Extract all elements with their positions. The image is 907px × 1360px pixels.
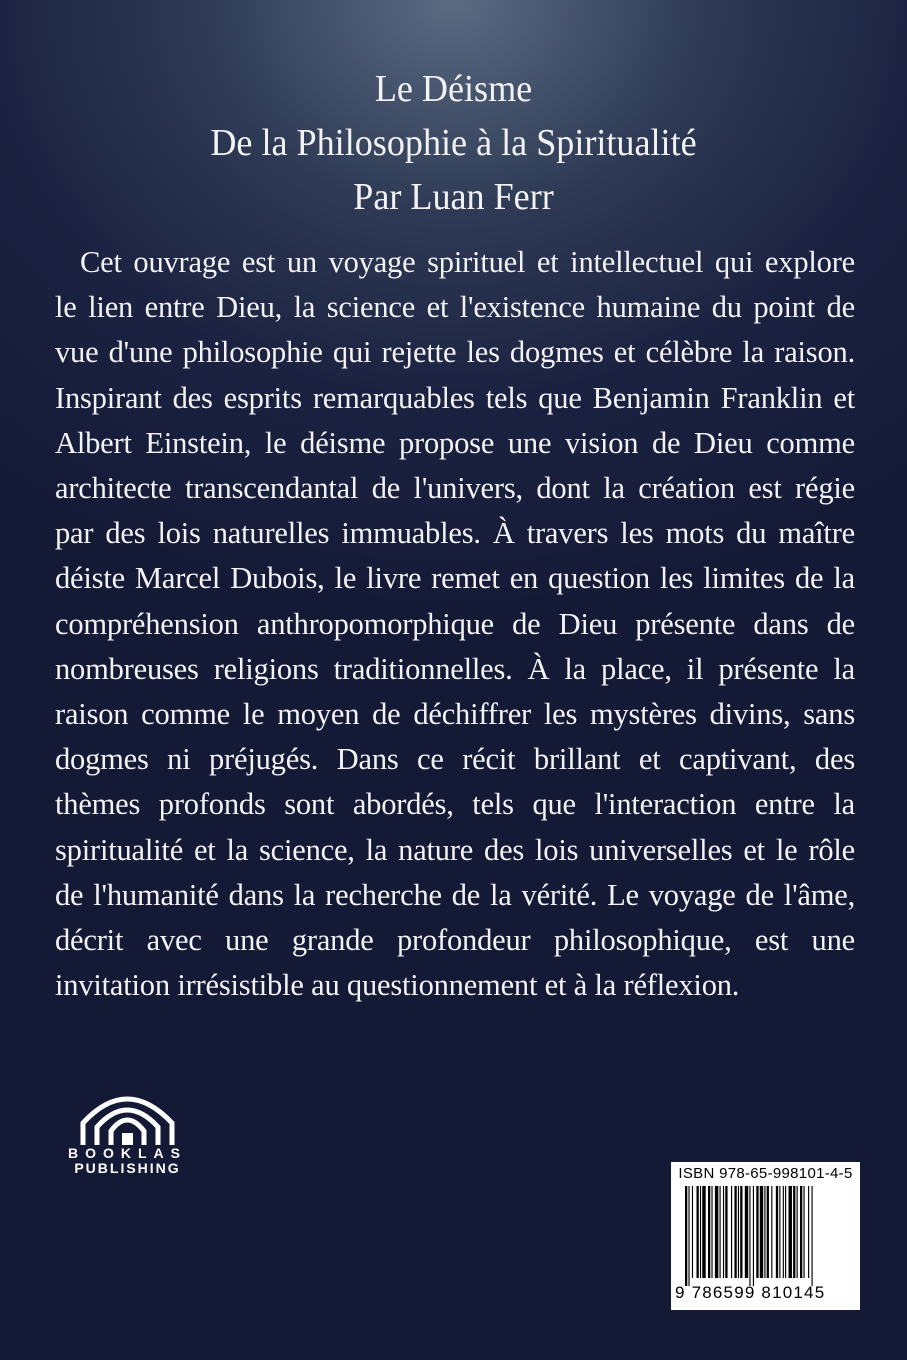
book-subtitle: De la Philosophie à la Spiritualité (210, 122, 697, 164)
arch-logo-icon (75, 1085, 180, 1147)
isbn-label: ISBN 978-65-998101-4-5 (678, 1165, 853, 1182)
blurb-line: invitation irrésistible au questionnement et à la réflexion. (55, 968, 740, 1003)
blurb-line: Cet ouvrage est un voyage spirituel et intellectuel qui explore (80, 245, 855, 279)
blurb-line: dogmes ni préjugés. Dans ce récit brillant et captivant, des (55, 742, 855, 777)
blurb-line: par des lois naturelles immuables. À travers les mots du maître (55, 516, 855, 551)
blurb-line: raison comme le moyen de déchiffrer les mystères divins, sans (55, 697, 855, 732)
blurb-line: compréhension anthropomorphique de Dieu présente dans de (55, 606, 855, 641)
blurb-line: décrit avec une grande profondeur philosophique, est une (55, 923, 855, 958)
blurb-line: architecte transcendantal de l'univers, dont la création est régie (55, 471, 855, 506)
isbn-barcode (671, 1162, 860, 1310)
publisher-name-line2: PUBLISHING (74, 1160, 181, 1176)
publisher-name-line1: BOOKLAS (68, 1145, 187, 1161)
publisher-logo (55, 1085, 200, 1185)
blurb-line: de l'humanité dans la recherche de la vérité. Le voyage de l'âme, (55, 877, 855, 912)
barcode-digits: 9 786599 810145 (675, 1283, 826, 1302)
back-cover-blurb (55, 240, 855, 1008)
title-block (0, 62, 907, 224)
blurb-line: vue d'une philosophie qui rejette les dogmes et célèbre la raison. (55, 335, 855, 370)
blurb-line: Inspirant des esprits remarquables tels que Benjamin Franklin et (55, 380, 855, 415)
blurb-line: Albert Einstein, le déisme propose une vision de Dieu comme (55, 425, 855, 460)
blurb-line: thèmes profonds sont abordés, tels que l'interaction entre la (55, 787, 855, 822)
blurb-line: nombreuses religions traditionnelles. À la place, il présente la (55, 651, 855, 686)
book-title: Le Déisme (374, 68, 533, 110)
blurb-line: déiste Marcel Dubois, le livre remet en question les limites de la (55, 561, 855, 596)
blurb-line: spiritualité et la science, la nature des lois universelles et le rôle (55, 832, 855, 867)
author-line: Par Luan Ferr (353, 176, 554, 218)
barcode-bars (681, 1186, 853, 1286)
blurb-line: le lien entre Dieu, la science et l'existence humaine du point de (55, 290, 855, 325)
